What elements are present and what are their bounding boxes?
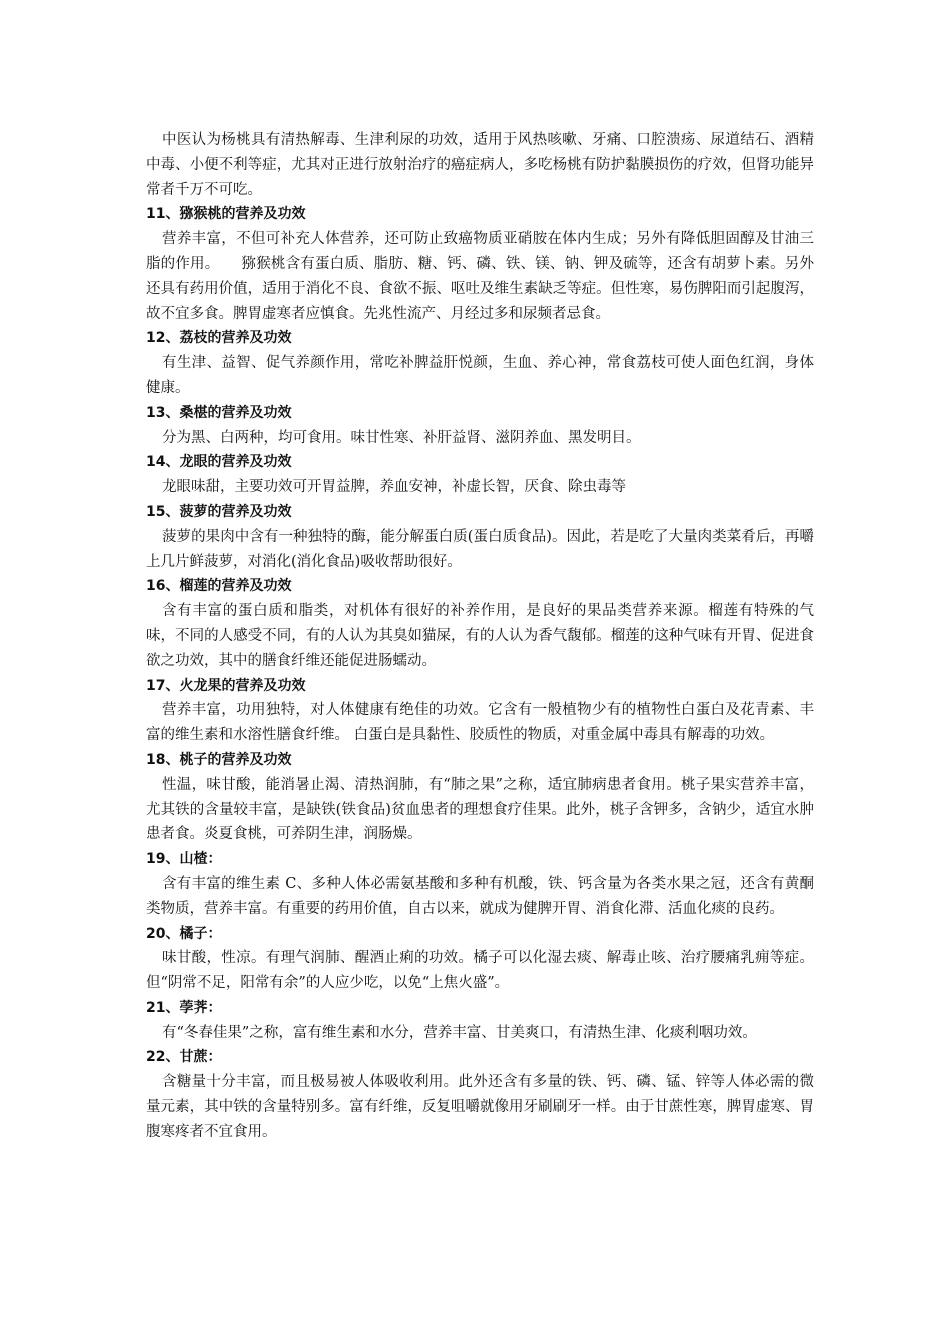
section-heading-20: 20、橘子： bbox=[146, 925, 222, 942]
section-heading-11: 11、猕猴桃的营养及功效 bbox=[146, 206, 306, 223]
section-heading-14: 14、龙眼的营养及功效 bbox=[146, 454, 292, 471]
section-heading-21: 21、荸荠： bbox=[146, 999, 222, 1016]
section-body-11: 营养丰富，不但可补充人体营养，还可防止致癌物质亚硝胺在体内生成；另外有降低胆固醇及甘油三脂的作用。 猕猴桃含有蛋白质、脂肪、糖、钙、磷、铁、镁、钠、钾及硫等，还含有胡萝卜素。另外还具有药用价值，适用于消化不良、食欲不振、呕吐及维生素缺乏等症。但性寒，易伤脾阳而引起腹泻，故不宜多食。脾胃虚寒者应慎食。先兆性流产、月经过多和尿频者忌食。 bbox=[146, 231, 814, 322]
section-body-16: 含有丰富的蛋白质和脂类，对机体有很好的补养作用，是良好的果品类营养来源。榴莲有特殊的气味，不同的人感受不同，有的人认为其臭如猫屎，有的人认为香气馥郁。榴莲的这种气味有开胃、促进食欲之功效，其中的膳食纤维还能促进肠蠕动。 bbox=[146, 603, 814, 669]
section-body-22: 含糖量十分丰富，而且极易被人体吸收利用。此外还含有多量的铁、钙、磷、锰、锌等人体必需的微量元素，其中铁的含量特别多。富有纤维，反复咀嚼就像用牙刷刷牙一样。由于甘蔗性寒，脾胃虚寒、胃腹寒疼者不宜食用。 bbox=[146, 1074, 814, 1140]
section-heading-17: 17、火龙果的营养及功效 bbox=[146, 677, 306, 694]
section-body-14: 龙眼味甜，主要功效可开胃益脾，养血安神，补虚长智，厌食、除虫毒等 bbox=[162, 479, 626, 496]
section-heading-16: 16、榴莲的营养及功效 bbox=[146, 578, 292, 595]
section-body-13: 分为黑、白两种，均可食用。味甘性寒、补肝益肾、滋阴养血、黑发明目。 bbox=[162, 429, 641, 446]
section-heading-18: 18、桃子的营养及功效 bbox=[146, 751, 292, 768]
section-heading-19: 19、山楂： bbox=[146, 851, 222, 868]
section-body-19: 含有丰富的维生素 C、多种人体必需氨基酸和多种有机酸，铁、钙含量为各类水果之冠，还含有黄酮类物质，营养丰富。有重要的药用价值，自古以来，就成为健脾开胃、消食化滞、活血化痰的良药。 bbox=[146, 875, 814, 917]
section-heading-12: 12、荔枝的营养及功效 bbox=[146, 330, 292, 347]
section-heading-13: 13、桑椹的营养及功效 bbox=[146, 404, 292, 421]
section-heading-22: 22、甘蔗： bbox=[146, 1049, 222, 1066]
section-body-21: 有“冬春佳果”之称，富有维生素和水分，营养丰富、甘美爽口，有清热生津、化痰利咽功效。 bbox=[162, 1024, 757, 1041]
section-body-12: 有生津、益智、促气养颜作用，常吃补脾益肝悦颜，生血、养心神，常食荔枝可使人面色红润，身体健康。 bbox=[146, 355, 814, 396]
section-body-20: 味甘酸，性凉。有理气润肺、醒酒止痢的功效。橘子可以化湿去痰、解毒止咳、治疗腰痛乳痈等症。但“阴常不足，阳常有余”的人应少吃，以免“上焦火盛”。 bbox=[146, 950, 814, 992]
section-body-15: 菠萝的果肉中含有一种独特的酶，能分解蛋白质(蛋白质食品)。因此，若是吃了大量肉类菜肴后，再嚼上几片鲜菠萝，对消化(消化食品)吸收帮助很好。 bbox=[146, 528, 814, 570]
section-body-17: 营养丰富，功用独特，对人体健康有绝佳的功效。它含有一般植物少有的植物性白蛋白及花青素、丰富的维生素和水溶性膳食纤维。 白蛋白是具黏性、胶质性的物质，对重金属中毒具有解毒的功效。 bbox=[146, 702, 814, 744]
section-heading-15: 15、菠萝的营养及功效 bbox=[146, 503, 292, 520]
section-body-18: 性温，味甘酸，能消暑止渴、清热润肺，有“肺之果”之称，适宜肺病患者食用。桃子果实营养丰富，尤其铁的含量较丰富，是缺铁(铁食品)贫血患者的理想食疗佳果。此外，桃子含钾多，含钠少，适宜水肿患者食。炎夏食桃，可养阴生津，润肠燥。 bbox=[146, 776, 814, 843]
document-page bbox=[146, 128, 814, 1145]
intro-paragraph: 中医认为杨桃具有清热解毒、生津利尿的功效，适用于风热咳嗽、牙痛、口腔溃疡、尿道结石、酒精中毒、小便不利等症，尤其对正进行放射治疗的癌症病人，多吃杨桃有防护黏膜损伤的疗效，但肾功能异常者千万不可吃。 bbox=[146, 132, 814, 198]
